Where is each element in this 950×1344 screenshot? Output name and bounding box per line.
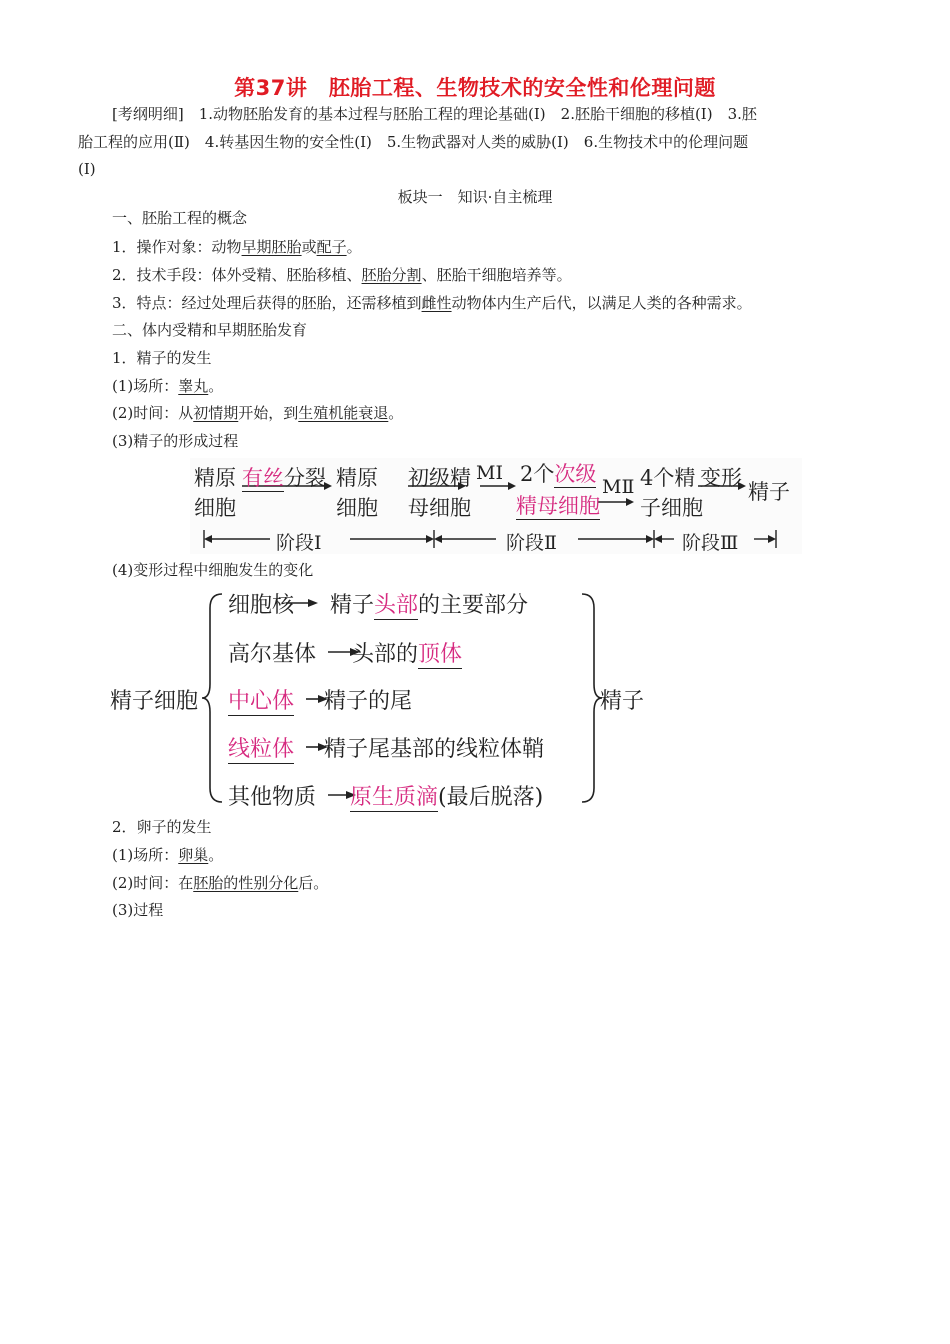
sperm-place: (1)场所：睾丸。: [112, 377, 224, 395]
arrow1-label: 有丝分裂: [242, 466, 326, 490]
arrow-meiosis-1: MⅠ: [476, 462, 503, 484]
sperm-label: 精子: [600, 689, 645, 714]
sperm-time: (2)时间：从初情期开始，到生殖机能衰退。: [112, 404, 404, 422]
answer-mitosis: 有丝: [242, 466, 284, 490]
row-other: 其他物质 原生质滴(最后脱落): [228, 785, 544, 810]
cell-secondary-bottom: [516, 490, 600, 520]
row-nucleus: 细胞核 精子头部的主要部分: [228, 593, 529, 618]
cell-spermatid-a: 4个精: [640, 466, 696, 490]
sperm-heading: 1．精子的发生: [112, 349, 212, 367]
row-golgi: 高尔基体 头部的顶体: [228, 642, 463, 667]
spermatid-label: 精子细胞: [110, 689, 199, 714]
egg-place: (1)场所：卵巢。: [112, 846, 224, 864]
page-title: 第37讲 胚胎工程、生物技术的安全性和伦理问题: [234, 76, 716, 100]
answer-female: 雌性: [421, 294, 452, 312]
cell-spermatid-b: 子细胞: [640, 496, 703, 520]
stage-2-label: 阶段Ⅱ: [506, 532, 557, 554]
row-mitochondria: 线粒体 精子尾基部的线粒体鞘: [228, 737, 545, 762]
item-1: 1．操作对象：动物早期胚胎或配子。: [112, 238, 362, 256]
item-2: 2．技术手段：体外受精、胚胎移植、胚胎分割、胚胎干细胞培养等。: [112, 266, 572, 284]
answer-puberty: 初情期: [193, 404, 239, 422]
sperm-formation-diagram: [190, 458, 802, 554]
answer-ovary: 卵巢: [178, 846, 209, 864]
cell-spermatogonium2-a: 精原: [336, 466, 378, 490]
section-header: 板块一 知识·自主梳理: [397, 188, 553, 206]
cell-spermatogonium-b: 细胞: [194, 496, 236, 520]
section-2-heading: 二、体内受精和早期胚胎发育: [112, 321, 308, 339]
egg-heading: 2．卵子的发生: [112, 818, 212, 836]
process-heading: (3)精子的形成过程: [112, 432, 239, 450]
answer-sex-differentiation: 胚胎的性别分化: [193, 874, 299, 892]
stage-3-label: 阶段Ⅲ: [682, 532, 739, 554]
cell-primary-b: 母细胞: [408, 496, 471, 520]
answer-head: 头部: [374, 593, 419, 618]
answer-cytoplasmic-droplet: 原生质滴: [350, 785, 439, 810]
answer-embryo-splitting: 胚胎分割: [361, 266, 422, 284]
section-1-heading: 一、胚胎工程的概念: [112, 209, 248, 227]
item-3: 3．特点：经过处理后获得的胚胎，还需移植到雌性动物体内生产后代，以满足人类的各种需求。: [112, 294, 752, 312]
egg-process: (3)过程: [112, 901, 164, 919]
answer-secondary: 次级: [554, 462, 597, 486]
transformation-diagram: [106, 584, 656, 812]
outline-line-1: [考纲明细] 1.动物胚胎发育的基本过程与胚胎工程的理论基础(Ⅰ) 2.胚胎干细胞的移植(Ⅰ) 3.胚: [112, 105, 757, 123]
answer-centrosome: 中心体: [228, 689, 295, 714]
egg-time: (2)时间：在胚胎的性别分化后。: [112, 874, 329, 892]
answer-decline: 生殖机能衰退: [298, 404, 389, 422]
answer-spermatocyte: 精母细胞: [516, 494, 600, 518]
answer-early-embryo: 早期胚胎: [241, 238, 302, 256]
outline-line-2: 胎工程的应用(Ⅱ) 4.转基因生物的安全性(Ⅰ) 5.生物武器对人类的威胁(Ⅰ) 6.生物技术中的伦理问题: [78, 133, 749, 151]
cell-secondary-top: 2个次级: [520, 462, 597, 486]
cell-sperm: 精子: [748, 480, 790, 504]
answer-gamete: 配子: [316, 238, 347, 256]
answer-mitochondria: 线粒体: [228, 737, 295, 762]
answer-testis: 睾丸: [178, 377, 209, 395]
stage-1-label: 阶段Ⅰ: [276, 532, 322, 554]
row-centrosome: 中心体 精子的尾: [228, 689, 413, 714]
change-heading: (4)变形过程中细胞发生的变化: [112, 561, 314, 579]
arrow-meiosis-2: MⅡ: [602, 476, 635, 498]
cell-primary-a: 初级精: [408, 466, 471, 490]
arrow-transform-label: 变形: [700, 466, 742, 490]
outline-line-3: (Ⅰ): [78, 160, 96, 178]
cell-spermatogonium-a: 精原: [194, 466, 236, 490]
cell-spermatogonium2-b: 细胞: [336, 496, 378, 520]
answer-acrosome: 顶体: [418, 642, 463, 667]
